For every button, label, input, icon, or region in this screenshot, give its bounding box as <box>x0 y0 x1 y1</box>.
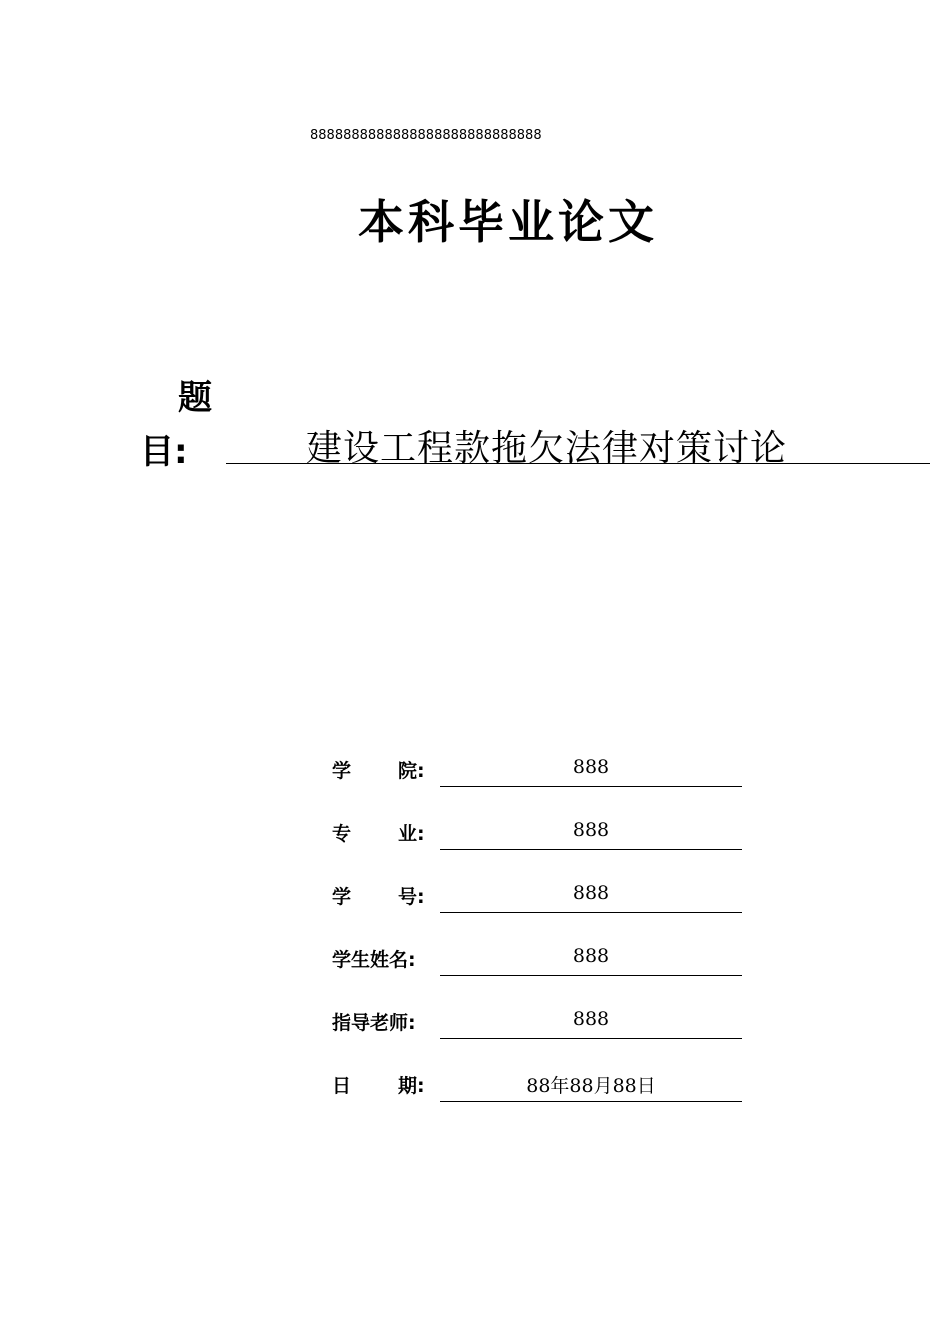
info-row-college <box>332 746 742 786</box>
student-id-label-b: 号: <box>398 886 425 908</box>
page-title: 本科毕业论文 <box>358 195 658 249</box>
college-value: 888 <box>572 756 610 778</box>
major-value: 888 <box>572 819 610 841</box>
info-row-major <box>332 809 742 849</box>
college-label-a: 学 <box>332 760 352 782</box>
college-label-b: 院: <box>398 760 425 782</box>
advisor-value: 888 <box>572 1008 610 1030</box>
topic-label-part1: 题 <box>178 378 212 418</box>
topic-label-part2: 目: <box>140 432 188 472</box>
major-label-b: 业: <box>398 823 425 845</box>
info-row-advisor <box>332 998 742 1038</box>
date-value: 88年88月88日 <box>526 1075 656 1097</box>
topic-value: 建设工程款拖欠法律对策讨论 <box>306 428 788 469</box>
advisor-label-text: 指导老师: <box>332 1012 416 1034</box>
major-label-a: 专 <box>332 823 352 845</box>
header-number: 8888888888888888888888888888 <box>310 128 542 143</box>
student-id-label-a: 学 <box>332 886 352 908</box>
student-id-underline <box>440 912 742 913</box>
info-row-date <box>332 1061 742 1101</box>
student-id-value: 888 <box>572 882 610 904</box>
student-name-underline <box>440 975 742 976</box>
major-underline <box>440 849 742 850</box>
student-name-value: 888 <box>572 945 610 967</box>
date-label-b: 期: <box>398 1075 425 1097</box>
topic-underline <box>226 463 930 464</box>
advisor-underline <box>440 1038 742 1039</box>
info-row-student-name <box>332 935 742 975</box>
date-label-a: 日 <box>332 1075 352 1097</box>
college-underline <box>440 786 742 787</box>
date-underline <box>440 1101 742 1102</box>
info-row-student-id <box>332 872 742 912</box>
student-name-label-text: 学生姓名: <box>332 949 416 971</box>
